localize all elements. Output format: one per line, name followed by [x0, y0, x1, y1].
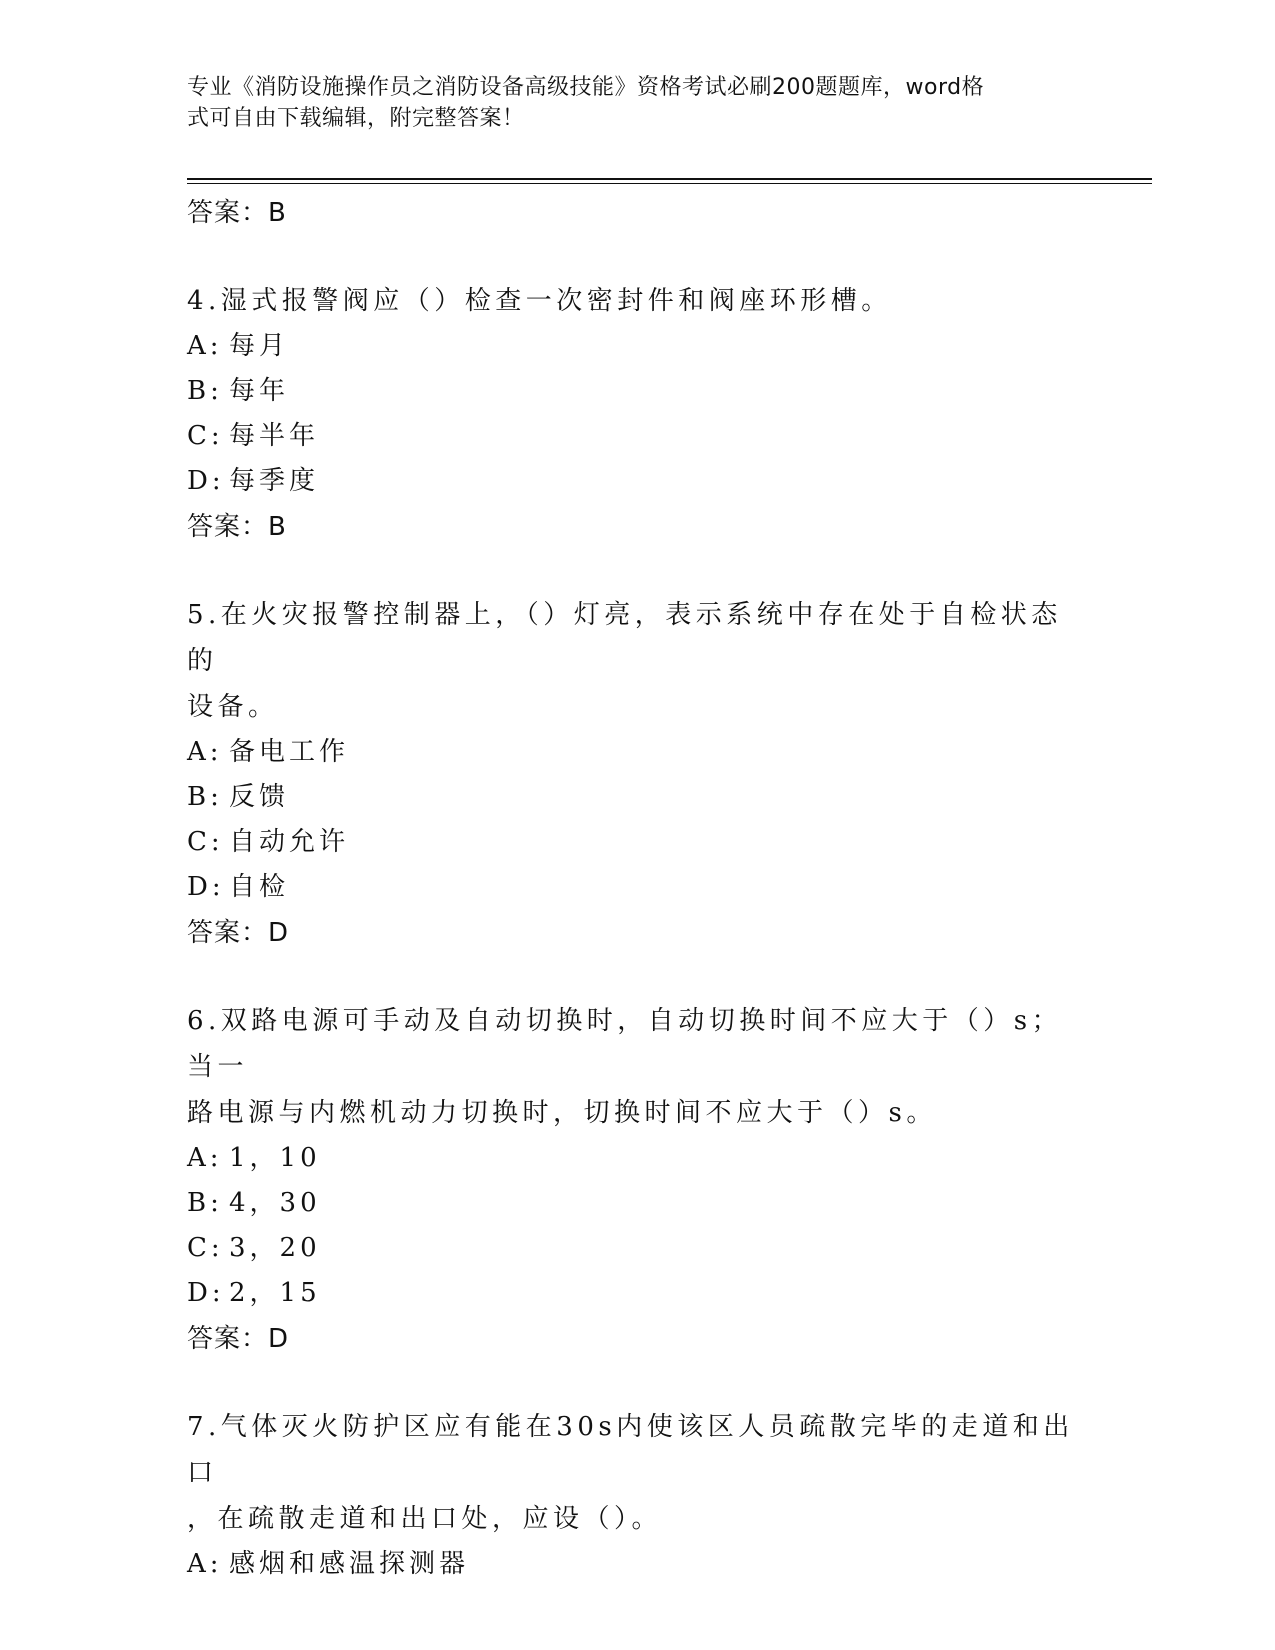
option-a	[187, 1542, 1087, 1587]
option-b	[187, 775, 1087, 820]
option-text: 1，10	[229, 1143, 321, 1173]
option-letter: A:	[187, 1549, 223, 1579]
header-divider-thick	[187, 178, 1152, 180]
answer-line: 答案：D	[187, 1324, 290, 1354]
option-letter: C:	[187, 421, 224, 451]
question-text-line-2: ，在疏散走道和出口处，应设（）。	[187, 1504, 663, 1534]
option-letter: A:	[187, 331, 223, 361]
option-text: 自动允许	[229, 827, 350, 857]
option-b	[187, 1181, 1087, 1226]
option-text: 2，15	[229, 1278, 321, 1308]
question-text-line-1: 5.在火灾报警控制器上，（）灯亮，表示系统中存在处于自检状态的	[187, 600, 1062, 676]
header-line-1: 专业《消防设施操作员之消防设备高级技能》资格考试必刷200题题库，word格	[187, 75, 985, 100]
header-divider-thin	[187, 183, 1152, 184]
option-letter: A:	[187, 1143, 223, 1173]
option-letter: A:	[187, 737, 223, 767]
option-letter: C:	[187, 1233, 224, 1263]
option-a	[187, 324, 1087, 369]
option-text: 4，30	[229, 1188, 321, 1218]
option-text: 感烟和感温探测器	[229, 1549, 470, 1579]
document-header	[187, 72, 1067, 134]
option-text: 3，20	[229, 1233, 321, 1263]
header-line-2: 式可自由下载编辑，附完整答案！	[187, 106, 525, 131]
option-text: 每年	[229, 376, 290, 406]
answer-line: 答案：B	[187, 198, 287, 228]
option-d	[187, 865, 1087, 910]
question-block	[187, 278, 1087, 550]
option-text: 反馈	[229, 782, 290, 812]
answer-line: 答案：B	[187, 512, 287, 542]
option-letter: C:	[187, 827, 224, 857]
option-text: 自检	[229, 872, 290, 902]
option-a	[187, 1136, 1087, 1181]
option-text: 每半年	[229, 421, 320, 451]
option-letter: B:	[187, 1188, 223, 1218]
option-letter: B:	[187, 782, 223, 812]
document-body	[187, 190, 1087, 1587]
question-text-line-2: 路电源与内燃机动力切换时，切换时间不应大于（）s。	[187, 1098, 937, 1128]
option-text: 每月	[229, 331, 290, 361]
option-c	[187, 1226, 1087, 1271]
option-b	[187, 369, 1087, 414]
answer-line: 答案：D	[187, 918, 290, 948]
option-c	[187, 414, 1087, 459]
question-text: 4.湿式报警阀应（）检查一次密封件和阀座环形槽。	[187, 286, 892, 316]
option-letter: D:	[187, 466, 225, 496]
option-letter: D:	[187, 872, 225, 902]
option-letter: D:	[187, 1278, 225, 1308]
question-block	[187, 592, 1087, 956]
question-block	[187, 1404, 1087, 1587]
option-d	[187, 459, 1087, 504]
question-block	[187, 998, 1087, 1362]
option-letter: B:	[187, 376, 223, 406]
question-text-line-1: 6.双路电源可手动及自动切换时，自动切换时间不应大于（）s；当一	[187, 1006, 1063, 1082]
option-d	[187, 1271, 1087, 1316]
option-text: 每季度	[229, 466, 320, 496]
option-c	[187, 820, 1087, 865]
question-text-line-2: 设备。	[187, 692, 279, 722]
question-text-line-1: 7.气体灭火防护区应有能在30s内使该区人员疏散完毕的走道和出口	[187, 1412, 1074, 1488]
option-text: 备电工作	[229, 737, 350, 767]
option-a	[187, 730, 1087, 775]
